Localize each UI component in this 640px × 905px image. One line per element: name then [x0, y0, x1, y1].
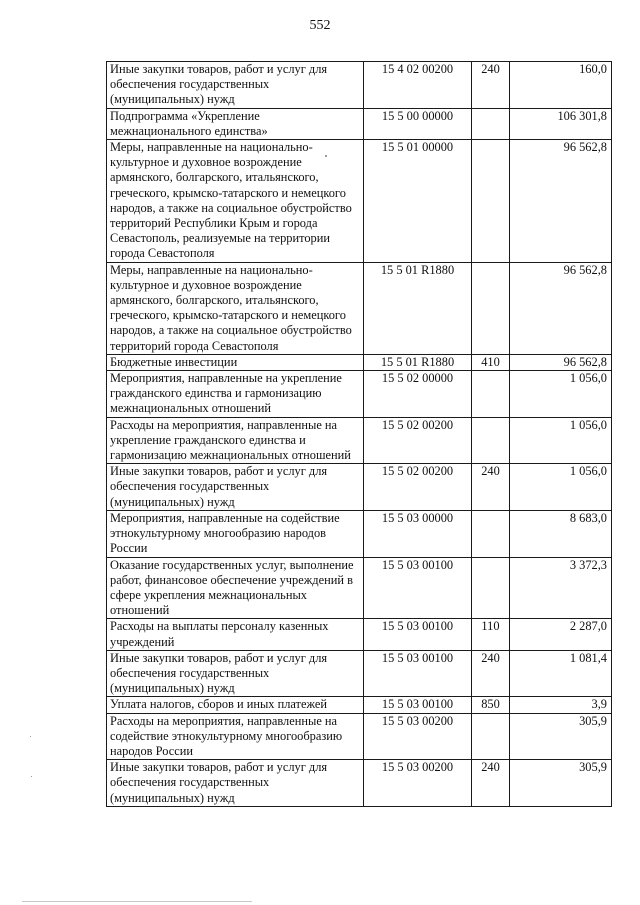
row-type [472, 713, 510, 760]
table-row [107, 619, 612, 650]
row-sum: 96 562,8 [510, 354, 612, 370]
table-row [107, 557, 612, 619]
row-code: 15 5 02 00200 [364, 417, 472, 464]
row-type: 240 [472, 464, 510, 511]
row-code: 15 5 03 00200 [364, 713, 472, 760]
row-code: 15 5 01 R1880 [364, 354, 472, 370]
row-type: 240 [472, 62, 510, 109]
row-type: 240 [472, 760, 510, 807]
scan-speck [31, 776, 32, 777]
row-sum: 1 056,0 [510, 371, 612, 418]
row-code: 15 5 01 R1880 [364, 262, 472, 354]
row-type: 850 [472, 697, 510, 713]
row-code: 15 5 03 00000 [364, 510, 472, 557]
row-code: 15 5 02 00000 [364, 371, 472, 418]
table-row [107, 140, 612, 263]
row-sum: 1 056,0 [510, 417, 612, 464]
row-name: Иные закупки товаров, работ и услуг для обеспечения государственных (муниципальных) нужд [107, 760, 364, 807]
row-name: Расходы на мероприятия, направленные на содействие этнокультурному многообразию народов России [107, 713, 364, 760]
scan-edge-line [22, 901, 252, 902]
table-row [107, 760, 612, 807]
row-sum: 96 562,8 [510, 262, 612, 354]
row-name: Иные закупки товаров, работ и услуг для обеспечения государственных (муниципальных) нужд [107, 62, 364, 109]
row-type [472, 108, 510, 139]
row-type: 240 [472, 650, 510, 697]
row-sum: 1 081,4 [510, 650, 612, 697]
row-name: Иные закупки товаров, работ и услуг для обеспечения государственных (муниципальных) нужд [107, 650, 364, 697]
row-name: Мероприятия, направленные на укрепление гражданского единства и гармонизацию межнациональных отношений [107, 371, 364, 418]
row-name: Расходы на выплаты персоналу казенных учреждений [107, 619, 364, 650]
row-name: Бюджетные инвестиции [107, 354, 364, 370]
scan-speck [30, 736, 31, 737]
row-sum: 1 056,0 [510, 464, 612, 511]
row-type [472, 417, 510, 464]
row-code: 15 5 03 00100 [364, 557, 472, 619]
table-row [107, 62, 612, 109]
row-name: Оказание государственных услуг, выполнение работ, финансовое обеспечение учреждений в сфере укрепления межнациональных отношений [107, 557, 364, 619]
page-number: 552 [309, 18, 331, 33]
row-name: Меры, направленные на национально-культурное и духовное возрождение армянского, болгарского, итальянского, греческого, крымско-татарского и немецкого народов, а также на социальное обустройство территорий Республики Крым и города Севастополь, реализуемые на территории города Севастополя [107, 140, 364, 263]
row-name: Мероприятия, направленные на содействие этнокультурному многообразию народов России [107, 510, 364, 557]
table-row [107, 108, 612, 139]
row-sum: 3 372,3 [510, 557, 612, 619]
row-name: Подпрограмма «Укрепление межнационального единства» [107, 108, 364, 139]
row-code: 15 5 03 00100 [364, 650, 472, 697]
row-code: 15 5 03 00100 [364, 619, 472, 650]
row-type: 110 [472, 619, 510, 650]
row-sum: 8 683,0 [510, 510, 612, 557]
row-name: Иные закупки товаров, работ и услуг для обеспечения государственных (муниципальных) нужд [107, 464, 364, 511]
row-sum: 3,9 [510, 697, 612, 713]
row-name: Меры, направленные на национально-культурное и духовное возрождение армянского, болгарского, итальянского, греческого, крымско-татарского и немецкого народов, а также на социальное обустройство территорий города Севастополя [107, 262, 364, 354]
row-sum: 305,9 [510, 713, 612, 760]
row-type [472, 371, 510, 418]
row-sum: 2 287,0 [510, 619, 612, 650]
row-type [472, 262, 510, 354]
row-code: 15 5 01 00000 [364, 140, 472, 263]
table-row [107, 510, 612, 557]
table-row [107, 650, 612, 697]
row-sum: 305,9 [510, 760, 612, 807]
row-code: 15 4 02 00200 [364, 62, 472, 109]
row-sum: 160,0 [510, 62, 612, 109]
row-type [472, 557, 510, 619]
row-type: 410 [472, 354, 510, 370]
table-row [107, 464, 612, 511]
row-name: Расходы на мероприятия, направленные на укрепление гражданского единства и гармонизацию межнациональных отношений [107, 417, 364, 464]
row-type [472, 140, 510, 263]
budget-table [106, 61, 612, 807]
scan-speck [325, 155, 327, 157]
row-code: 15 5 00 00000 [364, 108, 472, 139]
row-sum: 106 301,8 [510, 108, 612, 139]
table-row [107, 713, 612, 760]
table-row [107, 262, 612, 354]
row-code: 15 5 03 00200 [364, 760, 472, 807]
table-row [107, 697, 612, 713]
row-name: Уплата налогов, сборов и иных платежей [107, 697, 364, 713]
row-type [472, 510, 510, 557]
row-code: 15 5 02 00200 [364, 464, 472, 511]
table-row [107, 371, 612, 418]
table-row [107, 354, 612, 370]
row-code: 15 5 03 00100 [364, 697, 472, 713]
row-sum: 96 562,8 [510, 140, 612, 263]
table-row [107, 417, 612, 464]
